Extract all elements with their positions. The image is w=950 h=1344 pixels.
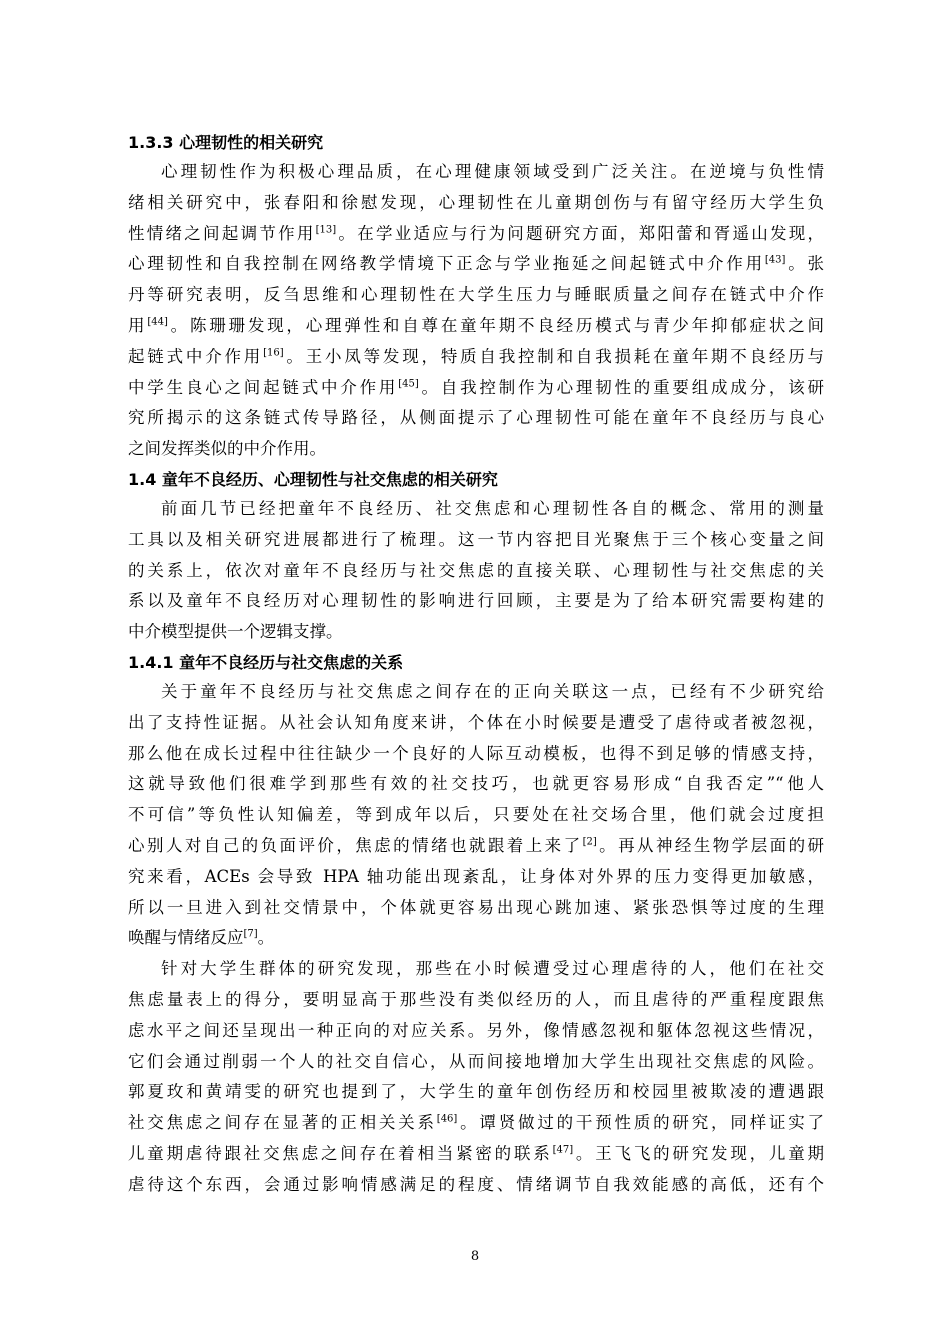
text-line: 丹等研究表明，反刍思维和心理韧性在大学生压力与睡眠质量之间存在链式中介作 xyxy=(128,285,824,305)
citation-ref: [7] xyxy=(243,928,258,940)
text-line: 关于童年不良经历与社交焦虑之间存在的正向关联这一点，已经有不少研究给 xyxy=(161,681,824,701)
text-line: 用[44]。陈珊珊发现，心理弹性和自尊在童年期不良经历模式与青少年抑郁症状之间 xyxy=(128,315,824,335)
text-line: 心理韧性作为积极心理品质，在心理健康领域受到广泛关注。在逆境与负性情 xyxy=(161,162,824,181)
text-line: 针对大学生群体的研究发现，那些在小时候遭受过心理虐待的人，他们在社交 xyxy=(161,959,824,979)
paragraph xyxy=(128,677,824,954)
text-line: 起链式中介作用[16]。王小凤等发现，特质自我控制和自我损耗在童年期不良经历与 xyxy=(128,346,824,366)
section-heading: 1.4.1 童年不良经历与社交焦虑的关系 xyxy=(128,652,404,672)
text-line: 社交焦虑之间存在显著的正相关关系[46]。谭贤做过的干预性质的研究，同样证实了 xyxy=(128,1113,824,1133)
section-heading: 1.4 童年不良经历、心理韧性与社交焦虑的相关研究 xyxy=(128,469,498,489)
text-line: 性情绪之间起调节作用[13]。在学业适应与行为问题研究方面，郑阳蕾和胥遥山发现， xyxy=(128,223,824,243)
text-line: 究来看，ACEs 会导致 HPA 轴功能出现紊乱，让身体对外界的压力变得更加敏感， xyxy=(128,866,824,886)
text-line: 虑水平之间还呈现出一种正向的对应关系。另外，像情感忽视和躯体忽视这些情况， xyxy=(128,1020,824,1040)
text-line: 心别人对自己的负面评价，焦虑的情绪也就跟着上来了[2]。再从神经生物学层面的研 xyxy=(128,835,824,855)
text-line: 郭夏玫和黄靖雯的研究也提到了，大学生的童年创伤经历和校园里被欺凌的遭遇跟 xyxy=(128,1082,824,1102)
paragraph xyxy=(128,494,824,648)
page-content xyxy=(128,128,824,1201)
text-line: 绪相关研究中，张春阳和徐慰发现，心理韧性在儿童期创伤与有留守经历大学生负 xyxy=(128,192,824,212)
paragraph xyxy=(128,954,824,1200)
section-heading: 1.3.3 心理韧性的相关研究 xyxy=(128,133,324,152)
citation-ref: [45] xyxy=(398,378,419,390)
citation-ref: [46] xyxy=(436,1113,458,1125)
text-line: 不可信”等负性认知偏差，等到成年以后，只要处在社交场合里，他们就会过度担 xyxy=(128,805,824,825)
citation-ref: [43] xyxy=(764,254,786,266)
citation-ref: [2] xyxy=(582,836,597,848)
text-line: 中介模型提供一个逻辑支撑。 xyxy=(128,622,343,642)
text-line: 虐待这个东西，会通过影响情感满足的程度、情绪调节自我效能感的高低，还有个 xyxy=(128,1174,824,1194)
text-line: 心理韧性和自我控制在网络教学情境下正念与学业拖延之间起链式中介作用[43]。张 xyxy=(128,254,824,274)
text-line: 唤醒与情绪反应[7]。 xyxy=(128,928,275,948)
citation-ref: [47] xyxy=(552,1144,574,1156)
text-line: 这就导致他们很难学到那些有效的社交技巧，也就更容易形成“自我否定”“他人 xyxy=(128,774,824,794)
text-line: 出了支持性证据。从社会认知角度来讲，个体在小时候要是遭受了虐待或者被忽视， xyxy=(128,712,824,732)
text-line: 所以一旦进入到社交情景中，个体就更容易出现心跳加速、紧张恐惧等过度的生理 xyxy=(128,897,824,917)
text-line: 焦虑量表上的得分，要明显高于那些没有类似经历的人，而且虐待的严重程度跟焦 xyxy=(128,989,824,1009)
page-number: 8 xyxy=(470,1249,480,1264)
text-line: 系以及童年不良经历对心理韧性的影响进行回顾，主要是为了给本研究需要构建的 xyxy=(128,591,824,611)
text-line: 它们会通过削弱一个人的社交自信心，从而间接地增加大学生出现社交焦虑的风险。 xyxy=(128,1051,824,1071)
citation-ref: [16] xyxy=(263,347,284,359)
citation-ref: [13] xyxy=(315,224,337,236)
text-line: 儿童期虐待跟社交焦虑之间存在着相当紧密的联系[47]。王飞飞的研究发现，儿童期 xyxy=(128,1143,824,1163)
text-line: 究所揭示的这条链式传导路径，从侧面提示了心理韧性可能在童年不良经历与良心 xyxy=(128,408,824,428)
paragraph xyxy=(128,157,824,465)
text-line: 工具以及相关研究进展都进行了梳理。这一节内容把目光聚焦于三个核心变量之间 xyxy=(128,529,824,549)
text-line: 前面几节已经把童年不良经历、社交焦虑和心理韧性各自的概念、常用的测量 xyxy=(161,498,824,518)
text-line: 中学生良心之间起链式中介作用[45]。自我控制作为心理韧性的重要组成成分，该研 xyxy=(128,377,824,397)
text-line: 的关系上，依次对童年不良经历与社交焦虑的直接关联、心理韧性与社交焦虑的关 xyxy=(128,560,824,580)
citation-ref: [44] xyxy=(147,316,168,328)
text-line: 那么他在成长过程中往往缺少一个良好的人际互动模板，也得不到足够的情感支持， xyxy=(128,743,824,763)
text-line: 之间发挥类似的中介作用。 xyxy=(128,439,326,459)
